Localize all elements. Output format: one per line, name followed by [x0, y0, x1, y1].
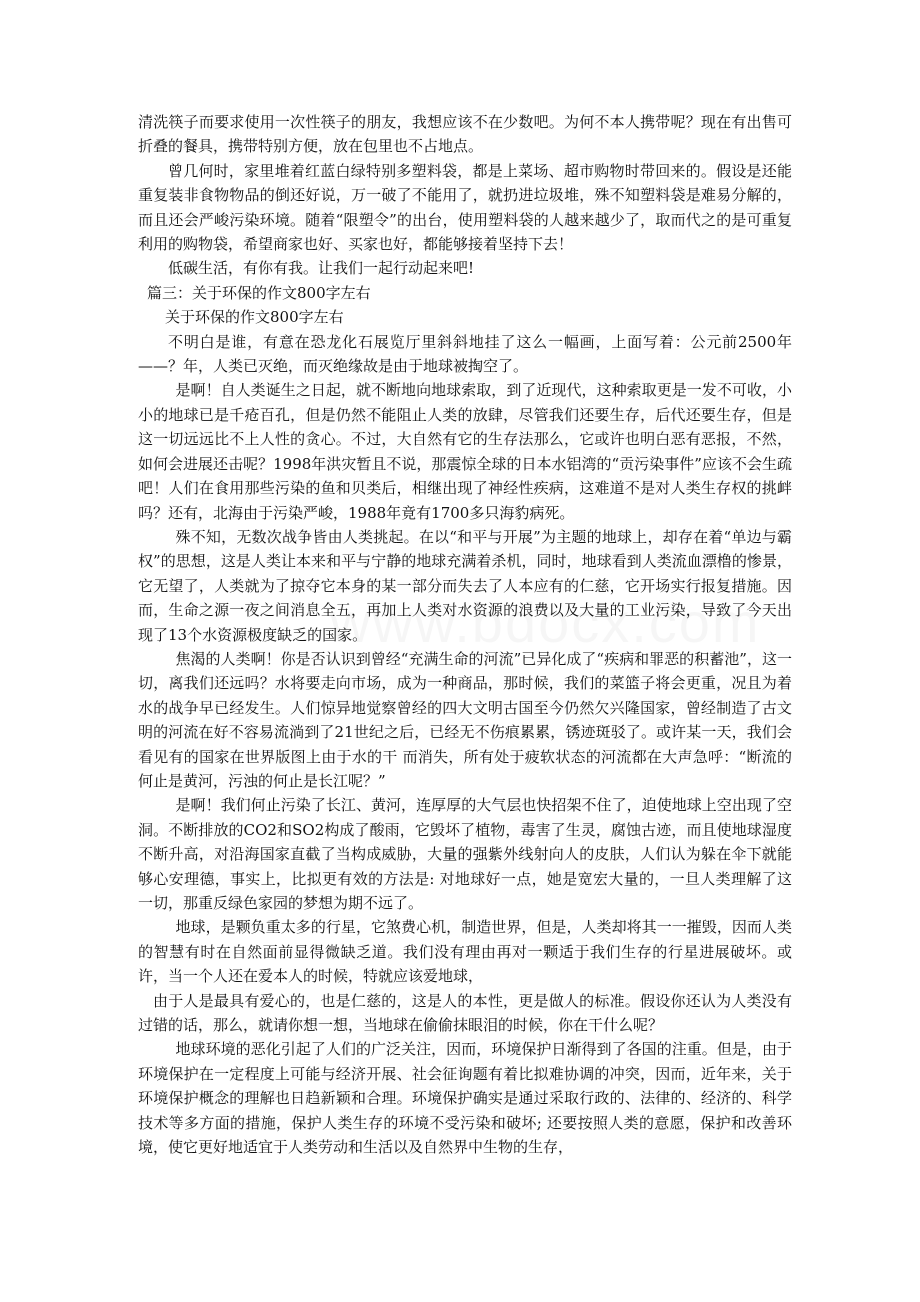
paragraph-3: 低碳生活，有你有我。让我们一起行动起来吧!	[168, 259, 475, 278]
paragraph-1: 清洗筷子而要求使用一次性筷子的朋友，我想应该不在少数吧。为何不本人携带呢？现在有出售可折叠的餐具，携带特别方便，放在包里也不占地点。	[138, 113, 792, 156]
paragraph-6: 殊不知，无数次战争皆由人类挑起。在以“和平与开展”为主题的地球上，却存在着“单边与霸权”的思想，这是人类让本来和平与宁静的地球充满着杀机，同时，地球看到人类流血漂橹的惨景，它无望了，人类就为了掠夺它本身的某一部分而失去了人本应有的仁慈，它开场实行报复措施。因而，生命之源一夜之间消息全五，再加上人类对水资源的浪费以及大量的工业污染，导致了今天出现了13个水资源极度缺乏的国家。	[138, 527, 792, 644]
paragraph-7: 焦渴的人类啊！你是否认识到曾经“充满生命的河流”已异化成了“疾病和罪恶的积蓄池”，这一切，离我们还远吗？水将要走向市场，成为一种商品，那时候，我们的菜篮子将会更重，况且为着水的战争早已经发生。人们惊异地觉察曾经的四大文明古国至今仍然欠兴隆国家，曾经制造了古文明的河流在好不容易流淌到了21世纪之后，已经无不伤痕累累，锈迹斑驳了。或许某一天，我们会看见有的国家在世界版图上由于水的干 而消失，所有处于疲软状态的河流都在大声急呼：“断流的何止是黄河，污浊的何止是长江呢？”	[138, 649, 792, 790]
essay-title: 关于环保的作文800字左右	[165, 308, 344, 327]
paragraph-4: 不明白是谁，有意在恐龙化石展览厅里斜斜地挂了这么一幅画，上面写着：公元前2500年——？年，人类已灭绝，而灭绝缘故是由于地球被掏空了。	[138, 332, 792, 376]
paragraph-11: 地球环境的恶化引起了人们的广泛关注，因而，环境保护日渐得到了各国的注重。但是，由于环境保护在一定程度上可能与经济开展、社会征询题有着比拟难协调的冲突，因而，近年来，关于环境保护概念的理解也日趋新颖和合理。环境保护确实是通过采取行政的、法律的、经济的、科学技术等多方面的措施，保护人类生存的环境不受污染和破坏; 还要按照人类的意愿，保护和改善环境，使它更好地适宜于人类劳动和生活以及自然界中生物的生存，	[138, 1040, 792, 1157]
section-heading: 篇三：关于环保的作文800字左右	[147, 283, 371, 302]
paragraph-5: 是啊！自人类诞生之日起，就不断地向地球索取，到了近现代，这种索取更是一发不可收，小小的地球已是千疮百孔，但是仍然不能阻止人类的放肆，尽管我们还要生存，后代还要生存，但是这一切远远比不上人性的贪心。不过，大自然有它的生存法那么，它或许也明白恶有恶报，不然，如何会进展还击呢？1998年洪灾暂且不说，那震惊全球的日本水铝湾的“贡污染事件”应该不会生疏吧！人们在食用那些污染的鱼和贝类后，相继出现了神经性疾病，这难道不是对人类生存权的挑衅吗？还有，北海由于污染严峻，1988年竟有1700多只海豹病死。	[138, 381, 792, 522]
document-body	[138, 110, 792, 1159]
paragraph-10: 由于人是最具有爱心的，也是仁慈的，这是人的本性，更是做人的标准。假设你还认为人类没有过错的话，那么，就请你想一想，当地球在偷偷抹眼泪的时候，你在干什么呢？	[138, 991, 792, 1035]
paragraph-8: 是啊！我们何止污染了长江、黄河，连厚厚的大气层也快招架不住了，迫使地球上空出现了空洞。不断排放的CO2和SO2构成了酸雨，它毁坏了植物，毒害了生灵，腐蚀古迹，而且使地球湿度不断升高，对沿海国家直截了当构成威胁，大量的强紫外线射向人的皮肤，人们认为躲在伞下就能够心安理德，事实上，比拟更有效的方法是: 对地球好一点，她是宽宏大量的，一旦人类理解了这一切，那重反绿色家园的梦想为期不远了。	[138, 796, 792, 912]
paragraph-9: 地球，是颗负重太多的行星，它煞费心机，制造世界，但是，人类却将其一一摧毁，因而人类的智慧有时在自然面前显得微缺乏道。我们没有理由再对一颗适于我们生存的行星进展破坏。或许，当一个人还在爱本人的时候，特就应该爱地球，	[138, 918, 792, 986]
paragraph-2: 曾几何时，家里堆着红蓝白绿特别多塑料袋，都是上菜场、超市购物时带回来的。假设是还能重复装非食物物品的倒还好说，万一破了不能用了，就扔进垃圾堆，殊不知塑料袋是难易分解的，而且还会严峻污染环境。随着“限塑令”的出台，使用塑料袋的人越来越少了，取而代之的是可重复利用的购物袋，希望商家也好、买家也好，都能够接着坚持下去！	[138, 161, 792, 254]
